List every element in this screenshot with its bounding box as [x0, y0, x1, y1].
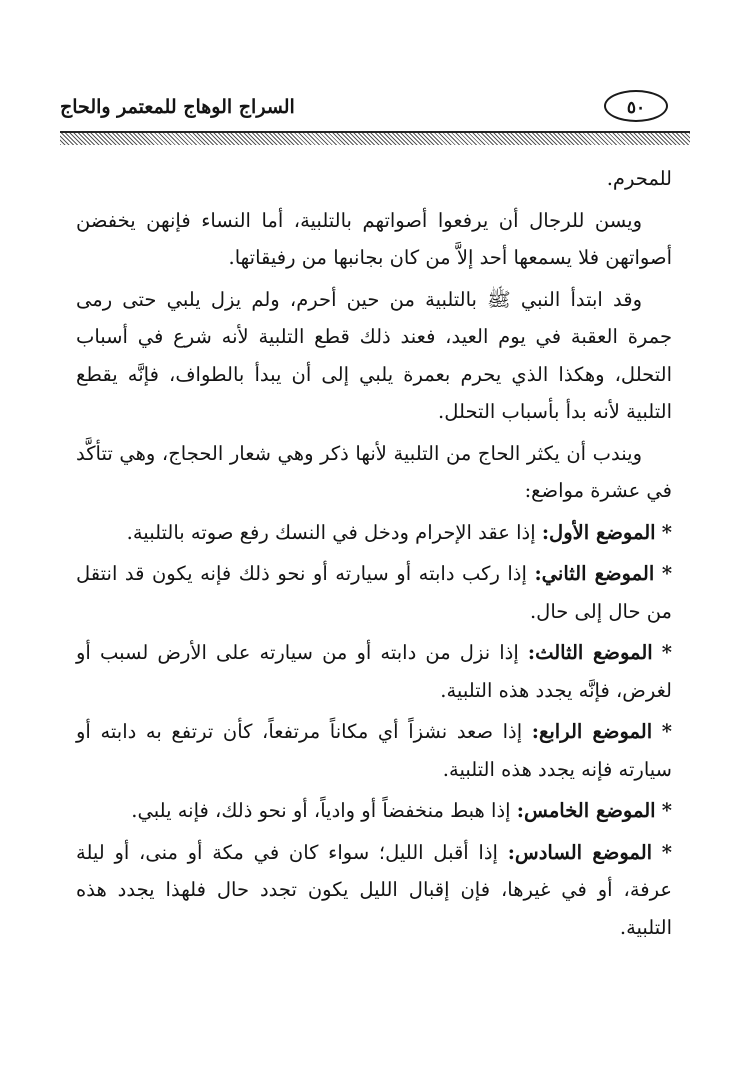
asterisk-bullet-icon: *	[661, 799, 672, 822]
position-text: إذا نزل من دابته أو من سيارته على الأرض لسبب أو لغرض، فإنَّه يجدد هذه التلبية.	[76, 641, 672, 702]
running-title: السراج الوهاج للمعتمر والحاج	[60, 96, 295, 118]
position-text: إذا هبط منخفضاً أو وادياً، أو نحو ذلك، فإنه يلبي.	[131, 799, 511, 822]
position-heading: الموضع الرابع:	[531, 720, 653, 743]
asterisk-bullet-icon: *	[661, 520, 672, 544]
asterisk-bullet-icon: *	[661, 720, 672, 743]
position-heading: الموضع السادس:	[507, 840, 653, 864]
position-item	[76, 792, 672, 830]
header-divider	[60, 131, 690, 145]
position-text: إذا عقد الإحرام ودخل في النسك رفع صوته بالتلبية.	[126, 520, 536, 544]
paragraph-talbiyah-start: وقد ابتدأ النبي ﷺ بالتلبية من حين أحرم، ولم يزل يلبي حتى رمى جمرة العقبة في يوم العيد، فعند ذلك قطع التلبية لأنه شرع في أسباب التحلل، وهكذا الذي يحرم بعمرة يلبي إلى أن يبدأ بالطواف، فإنَّه يقطع التلبية لأنه بدأ بأسباب التحلل.	[76, 287, 672, 423]
position-heading: الموضع الثاني:	[534, 562, 655, 585]
position-text: إذا صعد نشزاً أي مكاناً مرتفعاً، كأن ترتفع به دابته أو سيارته فإنه يجدد هذه التلبية.	[76, 720, 672, 781]
asterisk-bullet-icon: *	[661, 641, 672, 664]
position-heading: الموضع الثالث:	[527, 641, 653, 664]
position-item	[76, 555, 672, 630]
position-item	[76, 634, 672, 709]
asterisk-bullet-icon: *	[661, 562, 673, 585]
position-heading: الموضع الخامس:	[516, 799, 656, 822]
asterisk-bullet-icon: *	[661, 840, 672, 864]
position-item	[76, 713, 672, 788]
page-body	[76, 160, 672, 950]
paragraph-talbiyah-voices: ويسن للرجال أن يرفعوا أصواتهم بالتلبية، أما النساء فإنهن يخفضن أصواتهن فلا يسمعها أحد إلاَّ من كان بجانبها من رفيقاتها.	[76, 208, 672, 269]
page-header	[60, 90, 690, 128]
position-item	[76, 514, 672, 552]
position-text: إذا أقبل الليل؛ سواء كان في مكة أو منى، أو ليلة عرفة، أو في غيرها، فإن إقبال الليل يكون تجدد حال فلهذا يجدد هذه التلبية.	[76, 840, 672, 939]
position-heading: الموضع الأول:	[541, 520, 656, 544]
paragraph-talbiyah-occasions: ويندب أن يكثر الحاج من التلبية لأنها ذكر وهي شعار الحجاج، وهي تتأكَّد في عشرة مواضع:	[76, 441, 672, 502]
paragraph-continuation: للمحرم.	[606, 167, 672, 190]
position-item	[76, 834, 672, 947]
page-number-badge: ٥٠	[604, 90, 668, 122]
position-text: إذا ركب دابته أو سيارته أو نحو ذلك فإنه يكون قد انتقل من حال إلى حال.	[76, 562, 672, 623]
